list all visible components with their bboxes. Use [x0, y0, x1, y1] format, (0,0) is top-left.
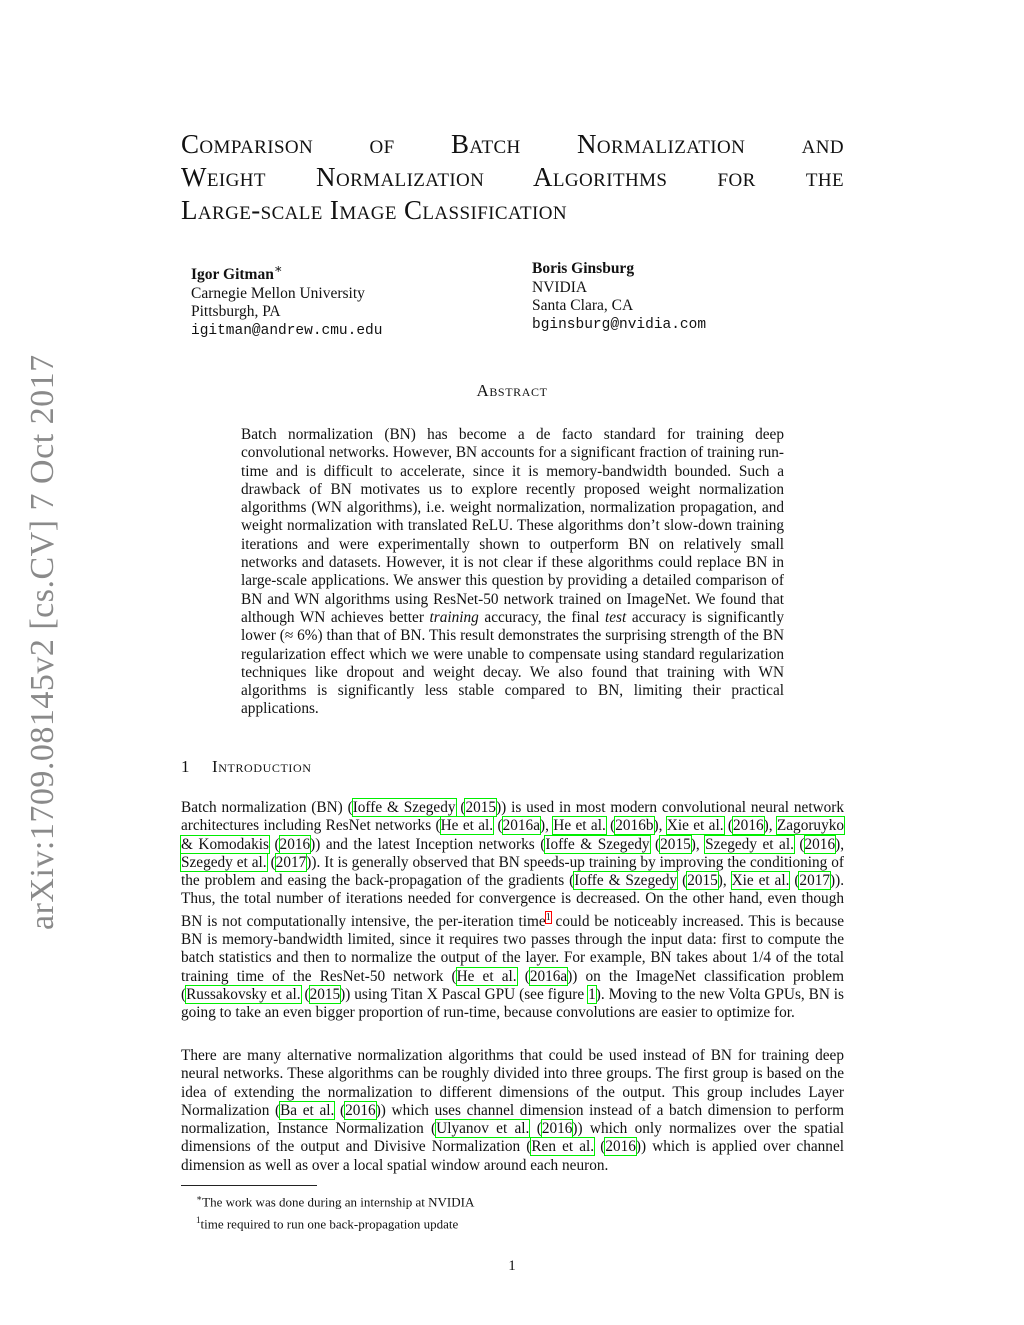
citation-link[interactable]: Szegedy et al.: [181, 853, 267, 871]
text-segment: ),: [835, 835, 845, 853]
title-line-1: Comparison of Batch Normalization and: [181, 129, 844, 159]
text-segment: (: [649, 835, 661, 853]
text-segment: )). Thus, the total number of iterations needed for convergence is decreased. On the other hand, even though BN is not computationally intensive, the per-iteration time: [181, 872, 845, 930]
footnote-text: time required to run one back-propagation update: [200, 1216, 459, 1232]
text-segment: (: [789, 872, 800, 890]
citation-link[interactable]: Ren et al.: [531, 1138, 595, 1156]
citation-link[interactable]: Ba et al.: [280, 1101, 335, 1119]
text-segment: (: [793, 835, 805, 853]
text-segment: ),: [690, 835, 706, 853]
citation-link[interactable]: Xie et al.: [666, 817, 724, 835]
abstract-segment: accuracy, the final: [478, 608, 606, 626]
citation-link[interactable]: 2016a: [502, 817, 540, 835]
author-block-1: [191, 260, 382, 340]
text-segment: (: [493, 817, 503, 835]
title-line-3: Large-scale Image Classification: [181, 195, 567, 225]
citation-link[interactable]: 2017: [799, 872, 831, 890]
author-block-2: [532, 260, 706, 334]
title-line-2: Weight Normalization Algorithms for the: [181, 162, 844, 192]
text-segment: )) using Titan X Pascal GPU (see figure: [340, 986, 589, 1004]
footnote-link[interactable]: 1: [545, 911, 551, 923]
citation-link[interactable]: He et al.: [440, 817, 494, 835]
figure-link[interactable]: 1: [588, 986, 596, 1004]
text-segment: (: [594, 1138, 606, 1156]
text-segment: (: [266, 853, 276, 871]
author-affiliation: NVIDIA: [532, 278, 588, 296]
citation-link[interactable]: He et al.: [553, 817, 606, 835]
citation-link[interactable]: 2016: [279, 835, 311, 853]
citation-link[interactable]: He et al.: [456, 967, 517, 985]
citation-link[interactable]: Ioffe & Szegedy: [545, 835, 650, 853]
text-segment: ),: [717, 872, 732, 890]
footnote-text: The work was done during an internship at NVIDIA: [202, 1194, 475, 1210]
author-location: Pittsburgh, PA: [191, 303, 281, 321]
author-email: igitman@andrew.cmu.edu: [191, 322, 383, 339]
citation-link[interactable]: Xie et al.: [731, 872, 790, 890]
text-segment: (: [516, 967, 530, 985]
text-segment: ),: [653, 817, 667, 835]
footnotes: [196, 1189, 474, 1234]
text-segment: (: [529, 1120, 542, 1138]
citation-link[interactable]: 2016: [733, 817, 764, 835]
author-name: Igor Gitman: [191, 266, 274, 284]
citation-link[interactable]: 2016a: [529, 967, 568, 985]
abstract-emphasis: training: [429, 608, 479, 626]
text-segment: )) which only normalizes over the spatial dimensions of the output and Divisive Normalization (: [181, 1120, 845, 1156]
text-segment: )) which is applied over channel dimension as well as over a local spatial window around each neuron.: [181, 1138, 844, 1174]
page-number: 1: [508, 1258, 516, 1274]
intro-paragraph-2: [181, 1047, 844, 1175]
text-segment: )) which uses channel dimension instead of a batch dimension to perform normalization, Instance Normalization (: [181, 1101, 845, 1138]
citation-link[interactable]: Zagoruyko & Komodakis: [181, 817, 845, 853]
text-segment: There are many alternative normalization algorithms that could be used instead of BN for training deep neural networks. These algorithms can be roughly divided into three groups. The first group is based on the idea of extending the normalization to different dimensions of the output. This group includes Layer Normalization (: [181, 1047, 844, 1119]
citation-link[interactable]: Ioffe & Szegedy: [574, 872, 678, 890]
text-segment: )) is used in most modern convolutional neural network architectures including ResNet networks (: [181, 799, 845, 835]
footnote-2: [196, 1211, 474, 1233]
footnote-mark: ∗: [196, 1193, 203, 1203]
section-heading-introduction: [181, 757, 312, 777]
citation-link[interactable]: 2017: [275, 853, 307, 871]
intro-paragraph-1: [181, 799, 844, 1023]
text-segment: (: [723, 817, 734, 835]
abstract-segment: accuracy is significantly lower (≈ 6%) than that of BN. This result demonstrates the surprising strength of the BN regularization effect which we were unable to compensate using standard regularization techniques like dropout and weight decay. We also found that training with WN algorithms is significantly less stable compared to BN, limiting their practical applications.: [241, 608, 784, 718]
section-title: Introduction: [212, 757, 312, 776]
abstract-segment: Batch normalization (BN) has become a de facto standard for training deep convolutional networks. However, BN accounts for a significant fraction of training run-time and is difficult to accelerate, since it is memory-bandwidth bounded. Such a drawback of BN motivates us to explore recently proposed weight normalization algorithms (WN algorithms), i.e. weight normalization, normalization propagation, and weight normalization with translated ReLU. These algorithms don’t slow-down training iterations and were experimentally shown to outperform BN on relatively small networks and datasets. However, it is not clear if these algorithms could replace BN in large-scale applications. We answer this question by providing a detailed comparison of BN and WN algorithms using ResNet-50 network trained on ImageNet. We found that although WN achieves better: [241, 426, 784, 626]
text-segment: ). Moving to the new Volta GPUs, BN is going to take an even bigger proportion of run-time, because convolutions are easier to optimize for.: [181, 986, 844, 1022]
text-segment: (: [677, 872, 688, 890]
citation-link[interactable]: 2016b: [615, 817, 654, 835]
text-segment: (: [605, 817, 616, 835]
abstract-text: [241, 426, 784, 719]
citation-link[interactable]: 2015: [309, 986, 341, 1004]
text-segment: ),: [763, 817, 777, 835]
citation-link[interactable]: 2016: [345, 1101, 376, 1119]
author-location: Santa Clara, CA: [532, 297, 634, 314]
abstract-heading: Abstract: [476, 381, 548, 400]
text-segment: (: [268, 835, 280, 853]
text-segment: (: [300, 986, 310, 1004]
author-name: Boris Ginsburg: [532, 260, 635, 277]
text-segment: (: [334, 1101, 346, 1119]
author-email: bginsburg@nvidia.com: [532, 316, 707, 333]
footnote-mark: 1: [196, 1215, 201, 1226]
citation-link[interactable]: 2015: [687, 872, 718, 890]
citation-link[interactable]: 2016: [804, 835, 836, 853]
text-segment: ),: [539, 817, 554, 835]
text-segment: )). It is generally observed that BN speeds-up training by improving the conditioning of the problem and easing the back-propagation of the gradients (: [181, 853, 844, 890]
citation-link[interactable]: 2016: [605, 1138, 636, 1156]
paper-title: [181, 128, 844, 227]
citation-link[interactable]: Ulyanov et al.: [436, 1120, 530, 1138]
footnote-1: [196, 1189, 474, 1211]
abstract-emphasis: test: [605, 608, 627, 626]
citation-link[interactable]: 2016: [541, 1120, 573, 1138]
citation-link[interactable]: Szegedy et al.: [705, 835, 794, 853]
arxiv-identifier-stamp: arXiv:1709.08145v2 [cs.CV] 7 Oct 2017: [24, 354, 61, 930]
author-footnote-mark: ∗: [273, 261, 283, 276]
citation-link[interactable]: Ioffe & Szegedy: [352, 799, 456, 816]
section-number: 1: [181, 757, 191, 776]
author-affiliation: Carnegie Mellon University: [191, 284, 365, 302]
footnote-divider: [181, 1185, 317, 1186]
citation-link[interactable]: 2015: [660, 835, 691, 853]
text-segment: Batch normalization (BN) (: [181, 799, 353, 816]
text-segment: could be noticeably increased. This is because BN is memory-bandwidth limited, since it requires two passes through the input data: first to compute the batch statistics and then to normalize the output of the layer. For example, BN takes about: [181, 912, 844, 967]
citation-link[interactable]: 2015: [465, 799, 497, 816]
text-segment: of the total training time of the ResNet-50 network (: [181, 949, 845, 985]
fraction-value: 1/4: [751, 949, 771, 967]
text-segment: )) and the latest Inception networks (: [310, 835, 546, 853]
text-segment: (: [455, 799, 466, 816]
citation-link[interactable]: Russakovsky et al.: [186, 986, 301, 1004]
text-segment: )) on the ImageNet classification problem (: [181, 967, 844, 1004]
